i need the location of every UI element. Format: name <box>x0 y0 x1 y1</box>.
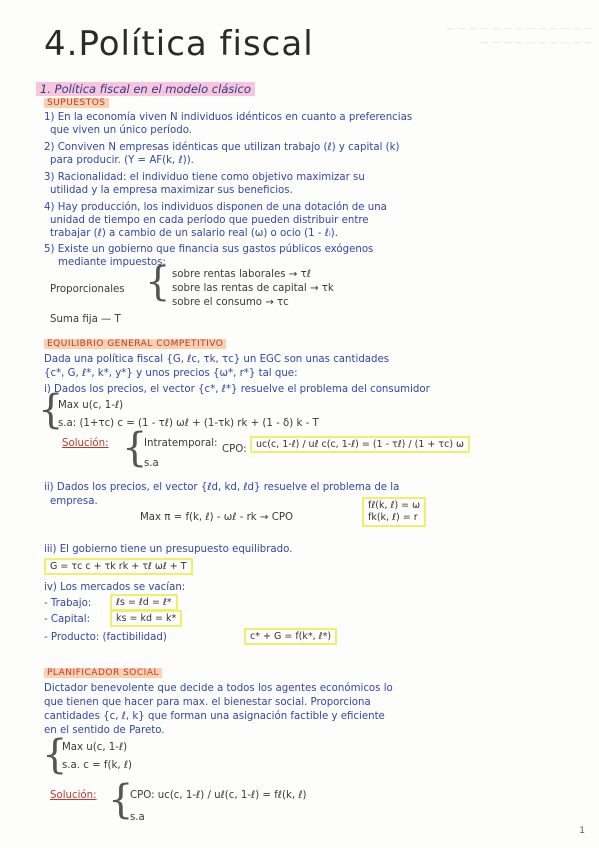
government-line: iii) El gobierno tiene un presupuesto equilibrado. <box>44 544 293 555</box>
assumption-line: que viven un único período. <box>50 125 192 136</box>
assumption-line: para producir. (Y = AF(k, ℓ)). <box>50 155 194 166</box>
firm-condition: fk(k, ℓ) = r <box>368 512 418 523</box>
sa-label: s.a <box>144 458 159 469</box>
firm-line: empresa. <box>50 496 98 507</box>
equilibrium-line: {c*, G, ℓ*, k*, y*} y unos precios {ω*, r*} tal que: <box>44 368 298 379</box>
planner-line: que tienen que hacer para max. el bienestar social. Proporciona <box>44 697 371 708</box>
planner-objective: Max u(c, 1-ℓ) <box>62 742 128 753</box>
equilibrium-line: i) Dados los precios, el vector {c*, ℓ*} resuelve el problema del consumidor <box>44 384 430 395</box>
market-label: - Capital: <box>44 614 91 625</box>
firm-condition: fℓ(k, ℓ) = ω <box>368 500 421 511</box>
market-capital-box: ks = kd = k* <box>110 610 182 627</box>
intratemporal-label: Intratemporal: <box>144 438 218 449</box>
market-label: - Producto: (factibilidad) <box>44 632 167 643</box>
planner-line: en el sentido de Pareto. <box>44 725 165 736</box>
suma-fija-label: Suma fija — T <box>50 314 121 325</box>
intratemporal-condition-box: uc(c, 1-ℓ) / uℓ c(c, 1-ℓ) = (1 - τℓ) / (1 + τc) ω <box>250 436 470 453</box>
solucion-label: Solución: <box>62 438 109 449</box>
firm-objective: Max π = f(k, ℓ) - ωℓ - rk → CPO <box>140 512 293 523</box>
subheading-planificador: PLANIFICADOR SOCIAL <box>44 668 162 678</box>
sa-label: s.a <box>130 812 145 823</box>
markets-line: iv) Los mercados se vacían: <box>44 582 186 593</box>
planner-line: cantidades {c, ℓ, k} que forman una asignación factible y eficiente <box>44 711 385 722</box>
subheading-supuestos: SUPUESTOS <box>44 98 109 108</box>
planner-condition: CPO: uc(c, 1-ℓ) / uℓ(c, 1-ℓ) = fℓ(k, ℓ) <box>130 790 307 801</box>
page-number: 1 <box>579 826 585 836</box>
brace-icon: { <box>122 425 148 471</box>
tax-item: sobre el consumo → τc <box>172 297 289 308</box>
brace-icon: { <box>38 387 64 433</box>
cpo-label: CPO: <box>222 444 247 455</box>
equilibrium-line: Dada una política fiscal {G, ℓc, τk, τc} un EGC son unas cantidades <box>44 354 390 365</box>
assumption-line: 1) En la economía viven N individuos idénticos en cuanto a preferencias <box>44 112 413 123</box>
consumer-constraint: s.a: (1+τc) c = (1 - τℓ) ωℓ + (1-τk) rk + (1 - δ) k - T <box>58 418 319 429</box>
assumption-line: mediante impuestos: <box>58 257 166 268</box>
tax-item: sobre las rentas de capital → τk <box>172 283 334 294</box>
page-title: 4.Política fiscal <box>44 24 314 64</box>
market-label: - Trabajo: <box>44 598 92 609</box>
bleed-through-line: — — — — — — — — — — <box>480 38 593 47</box>
section-heading-politica-fiscal: 1. Política fiscal en el modelo clásico <box>36 82 255 96</box>
proporcionales-label: Proporcionales <box>50 284 125 295</box>
assumption-line: 3) Racionalidad: el individuo tiene como objetivo maximizar su <box>44 172 365 183</box>
assumption-line: 4) Hay producción, los individuos disponen de una dotación de una <box>44 202 387 213</box>
subheading-equilibrio: EQUILIBRIO GENERAL COMPETITIVO <box>44 339 226 349</box>
firm-conditions-box <box>362 497 426 527</box>
assumption-line: 2) Conviven N empresas idénticas que utilizan trabajo (ℓ) y capital (k) <box>44 142 400 153</box>
consumer-objective: Max u(c, 1-ℓ) <box>58 400 124 411</box>
assumption-line: unidad de tiempo en cada período que pueden distribuir entre <box>50 215 369 226</box>
brace-icon: { <box>42 732 68 778</box>
assumption-line: utilidad y la empresa maximizar sus beneficios. <box>50 185 293 196</box>
market-product-box: c* + G = f(k*, ℓ*) <box>244 628 337 645</box>
government-budget-box: G = τc c + τk rk + τℓ ωℓ + T <box>44 558 193 575</box>
market-labor-box: ℓs = ℓd = ℓ* <box>110 594 178 611</box>
firm-line: ii) Dados los precios, el vector {ℓd, kd, ℓd} resuelve el problema de la <box>44 482 400 493</box>
planner-line: Dictador benevolente que decide a todos los agentes económicos lo <box>44 683 393 694</box>
planner-constraint: s.a. c = f(k, ℓ) <box>62 760 132 771</box>
assumption-line: trabajar (ℓ) a cambio de un salario real (ω) o ocio (1 - ℓᵢ). <box>50 228 339 239</box>
bleed-through-line: — — — — — — — — — — — — — <box>445 24 593 33</box>
brace-icon: { <box>108 777 134 823</box>
brace-icon: { <box>145 259 171 305</box>
tax-item: sobre rentas laborales → τℓ <box>172 269 311 280</box>
solucion-label: Solución: <box>50 790 97 801</box>
assumption-line: 5) Existe un gobierno que financia sus gastos públicos exógenos <box>44 244 374 255</box>
